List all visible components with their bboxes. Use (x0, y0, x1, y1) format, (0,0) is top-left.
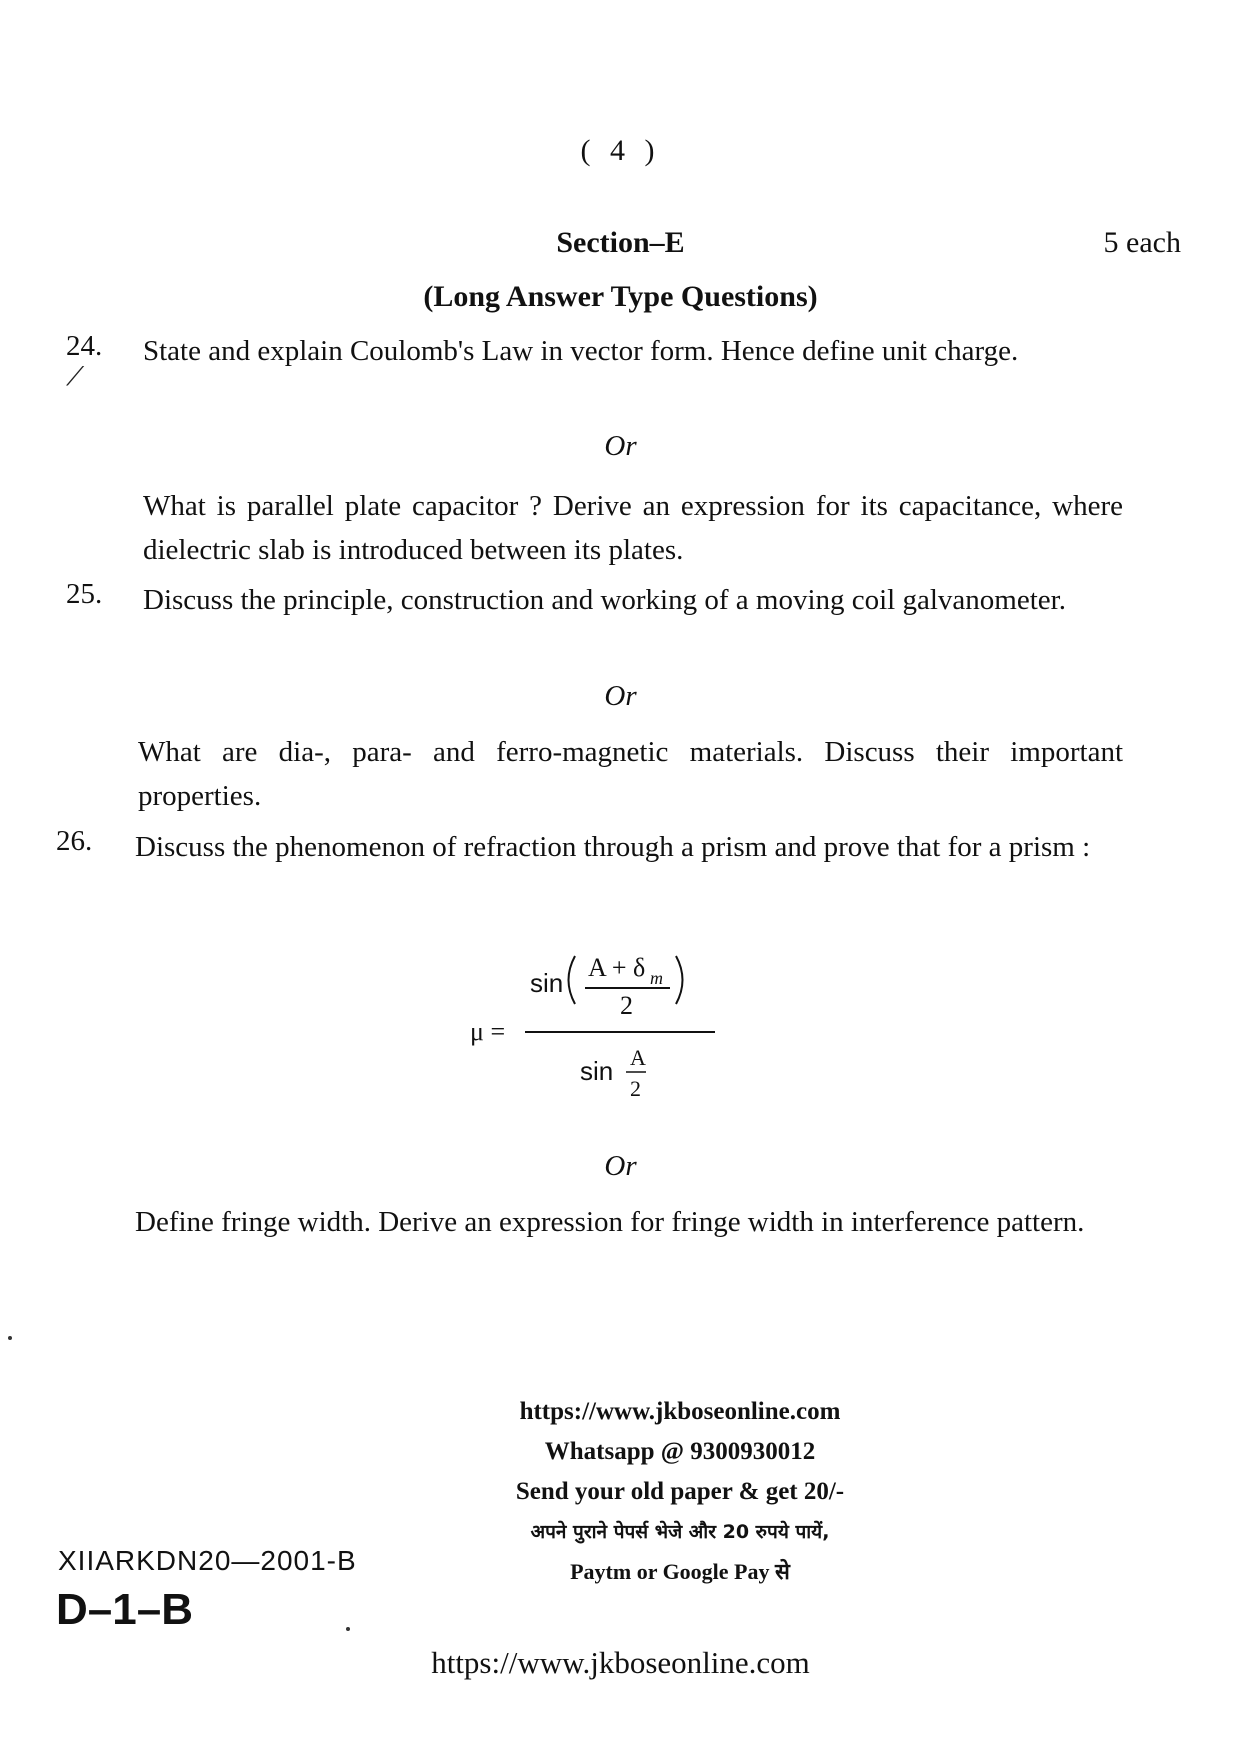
footer-whatsapp: Whatsapp @ 9300930012 (544, 1438, 816, 1465)
formula-sub-m: m (650, 968, 663, 988)
question-25-alternative: What are dia-, para- and ferro-magnetic materials. Discuss their important properties. (138, 736, 1123, 812)
footer-offer: Send your old paper & get 20/- (515, 1478, 845, 1505)
formula-sin-top: sin (530, 968, 564, 998)
left-paren (569, 956, 576, 1004)
page-number: ( 4 ) (580, 134, 661, 167)
formula-frac-2: 2 (630, 1076, 641, 1101)
formula-lhs: μ = (470, 1017, 506, 1046)
bottom-url[interactable]: https://www.jkboseonline.com (431, 1645, 810, 1680)
prism-formula (470, 940, 730, 1120)
formula-sin-bottom: sin (580, 1056, 614, 1086)
formula-num-a: A + δ (588, 953, 646, 982)
marks-label: 5 each (1103, 226, 1181, 259)
section-subtitle: (Long Answer Type Questions) (423, 280, 818, 313)
or-label-24: Or (604, 430, 637, 462)
question-26-alternative: Define fringe width. Derive an expression for fringe width in interference pattern. (135, 1206, 1085, 1238)
set-code: D–1–B (56, 1585, 193, 1634)
right-paren (676, 956, 683, 1004)
footer-payment: Paytm or Google Pay से (570, 1559, 790, 1584)
stray-dot (8, 1336, 12, 1340)
or-label-26: Or (604, 1150, 637, 1182)
section-title: Section–E (556, 226, 685, 259)
check-mark-icon: ⟋ (66, 362, 85, 391)
stray-dot (346, 1627, 350, 1631)
footer-url[interactable]: https://www.jkboseonline.com (519, 1398, 841, 1425)
formula-den-2: 2 (620, 991, 633, 1020)
question-number-26: 26. (56, 825, 93, 857)
question-number-25: 25. (66, 578, 103, 610)
question-26-text: Discuss the phenomenon of refraction through a prism and prove that for a prism : (135, 831, 1091, 863)
question-24-alternative: What is parallel plate capacitor ? Derive an expression for its capacitance, where dielectric slab is introduced between its plates. (143, 490, 1123, 566)
footer-hindi: अपने पुराने पेपर्स भेजे और 20 रुपये पायें, (530, 1521, 830, 1543)
paper-code: XIIARKDN20—2001-B (58, 1545, 357, 1576)
footer-promo (400, 1392, 960, 1592)
question-number-24: 24. (66, 330, 103, 362)
question-25-text: Discuss the principle, construction and working of a moving coil galvanometer. (143, 584, 1066, 616)
question-24-text: State and explain Coulomb's Law in vector form. Hence define unit charge. (143, 335, 1019, 367)
formula-frac-a: A (630, 1045, 646, 1070)
or-label-25: Or (604, 680, 637, 712)
